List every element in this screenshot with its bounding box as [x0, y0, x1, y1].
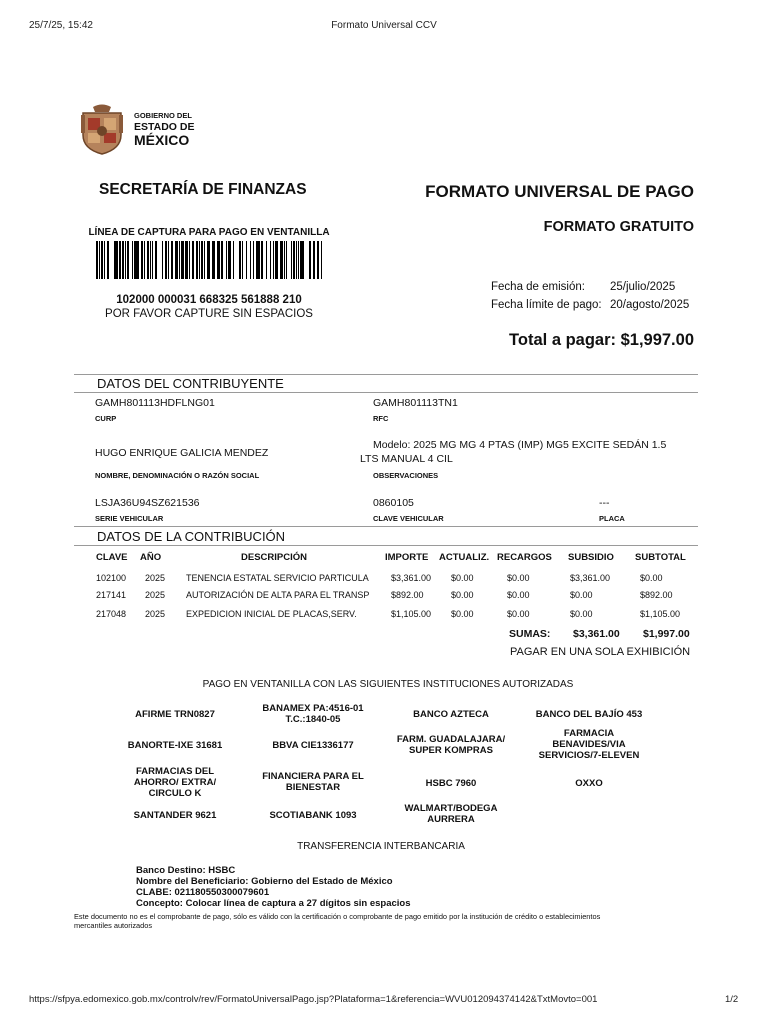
instituciones-title: PAGO EN VENTANILLA CON LAS SIGUIENTES INSTITUCIONES AUTORIZADAS [202, 679, 574, 690]
observaciones-line-2: LTS MANUAL 4 CIL [360, 453, 453, 465]
capture-number: 102000 000031 668325 561888 210 [116, 294, 302, 306]
sumas-subtotal: $1,997.00 [643, 628, 690, 640]
secretaria-title: SECRETARÍA DE FINANZAS [99, 181, 307, 198]
table-cell-clave: 217141 [96, 590, 127, 600]
formato-subtitle: FORMATO GRATUITO [543, 219, 694, 235]
institution-banco-azteca: BANCO AZTECA [413, 709, 489, 720]
col-header-subsidio: SUBSIDIO [568, 552, 614, 563]
table-cell-actualiz: $0.00 [451, 573, 474, 583]
fecha-limite-label: Fecha límite de pago: [491, 299, 602, 311]
table-cell-subsidio: $0.00 [570, 609, 593, 619]
formato-title: FORMATO UNIVERSAL DE PAGO [425, 182, 694, 201]
sumas-label: SUMAS: [509, 628, 551, 640]
table-cell-subsidio: $3,361.00 [570, 573, 611, 583]
institution-santander: SANTANDER 9621 [133, 810, 217, 821]
table-cell-subtotal: $0.00 [640, 573, 663, 583]
institution-bbva: BBVA CIE1336177 [272, 740, 354, 751]
col-header-actualiz: ACTUALIZ. [439, 552, 490, 563]
curp-label: CURP [95, 414, 117, 423]
pagar-sola-exhibicion: PAGAR EN UNA SOLA EXHIBICIÓN [510, 646, 691, 658]
clave-vehicular-value: 0860105 [373, 497, 414, 509]
institution-walmart: WALMART/BODEGA AURRERA [404, 803, 498, 825]
clabe: CLABE: 021180550300079601 [136, 887, 270, 898]
disclaimer-line-2: mercantiles autorizados [74, 921, 153, 930]
placa-value: --- [599, 497, 610, 509]
institution-oxxo: OXXO [575, 778, 603, 789]
institution-farmacia-benavides: FARMACIA BENAVIDES/VIA SERVICIOS/7-ELEVEN [538, 728, 640, 761]
table-cell-anio: 2025 [145, 609, 166, 619]
print-url[interactable]: https://sfpya.edomexico.gob.mx/controlv/rev/FormatoUniversalPago.jsp?Plataforma=1&referencia=WVU012094374142&TxtMovto=001 [29, 994, 598, 1005]
col-header-subtotal: SUBTOTAL [635, 552, 686, 563]
table-cell-subsidio: $0.00 [570, 590, 593, 600]
col-header-clave: CLAVE [96, 552, 128, 563]
table-cell-subtotal: $1,105.00 [640, 609, 681, 619]
concepto: Concepto: Colocar línea de captura a 27 dígitos sin espacios [136, 898, 411, 909]
table-cell-importe: $892.00 [391, 590, 424, 600]
table-cell-clave: 217048 [96, 609, 127, 619]
divider [74, 392, 698, 393]
logo-line-2: ESTADO DE [134, 121, 195, 133]
table-cell-recargos: $0.00 [507, 590, 530, 600]
institution-scotiabank: SCOTIABANK 1093 [269, 810, 357, 821]
table-cell-actualiz: $0.00 [451, 590, 474, 600]
sumas-subsidio: $3,361.00 [573, 628, 620, 640]
divider [74, 526, 698, 527]
institution-banamex: BANAMEX PA:4516-01 T.C.:1840-05 [262, 703, 364, 725]
fecha-limite-value: 20/agosto/2025 [610, 299, 690, 311]
table-cell-descripcion: TENENCIA ESTATAL SERVICIO PARTICULA [186, 573, 369, 583]
observaciones-label: OBSERVACIONES [373, 471, 439, 480]
nombre-value: HUGO ENRIQUE GALICIA MENDEZ [95, 447, 269, 459]
fecha-emision-value: 25/julio/2025 [610, 281, 676, 293]
table-cell-importe: $3,361.00 [391, 573, 432, 583]
table-cell-clave: 102100 [96, 573, 127, 583]
banco-destino: Banco Destino: HSBC [136, 865, 236, 876]
print-page-number: 1/2 [725, 994, 739, 1005]
table-cell-descripcion: EXPEDICION INICIAL DE PLACAS,SERV. [186, 609, 357, 619]
rfc-value: GAMH801113TN1 [373, 397, 458, 409]
table-cell-actualiz: $0.00 [451, 609, 474, 619]
transferencia-title: TRANSFERENCIA INTERBANCARIA [297, 841, 465, 852]
table-cell-recargos: $0.00 [507, 609, 530, 619]
capture-title: LÍNEA DE CAPTURA PARA PAGO EN VENTANILLA [88, 227, 330, 238]
section-title-contribucion: DATOS DE LA CONTRIBUCIÓN [97, 529, 286, 544]
print-page-title: Formato Universal CCV [331, 20, 437, 31]
observaciones-line-1: Modelo: 2025 MG MG 4 PTAS (IMP) MG5 EXCITE SEDÁN 1.5 [373, 439, 667, 451]
capture-note: POR FAVOR CAPTURE SIN ESPACIOS [105, 308, 313, 320]
logo-line-3: MÉXICO [134, 132, 190, 148]
curp-value: GAMH801113HDFLNG01 [95, 397, 215, 409]
divider [74, 374, 698, 375]
col-header-anio: AÑO [140, 552, 162, 563]
table-cell-descripcion: AUTORIZACIÓN DE ALTA PARA EL TRANSP [186, 590, 370, 600]
logo-line-1: GOBIERNO DEL [134, 111, 192, 120]
nombre-label: NOMBRE, DENOMINACIÓN O RAZÓN SOCIAL [95, 471, 260, 480]
table-cell-anio: 2025 [145, 590, 166, 600]
institution-financiera-bienestar: FINANCIERA PARA EL BIENESTAR [262, 771, 364, 793]
table-cell-recargos: $0.00 [507, 573, 530, 583]
institution-hsbc: HSBC 7960 [425, 778, 477, 789]
rfc-label: RFC [373, 414, 389, 423]
institution-banco-del-bajio: BANCO DEL BAJÍO 453 [535, 709, 643, 720]
nombre-beneficiario: Nombre del Beneficiario: Gobierno del Estado de México [136, 876, 393, 887]
barcode [96, 241, 327, 279]
divider [74, 545, 698, 546]
barcode-bar [324, 241, 326, 279]
table-cell-anio: 2025 [145, 573, 166, 583]
col-header-recargos: RECARGOS [497, 552, 552, 563]
placa-label: PLACA [599, 514, 625, 523]
institution-afirme: AFIRME TRN0827 [135, 709, 215, 720]
serie-vehicular-label: SERIE VEHICULAR [95, 514, 164, 523]
estado-de-mexico-coat-of-arms-icon [79, 103, 125, 155]
institution-farmacias-del-ahorro: FARMACIAS DEL AHORRO/ EXTRA/ CIRCULO K [133, 766, 217, 799]
clave-vehicular-label: CLAVE VEHICULAR [373, 514, 444, 523]
col-header-importe: IMPORTE [385, 552, 429, 563]
section-title-contribuyente: DATOS DEL CONTRIBUYENTE [97, 376, 284, 391]
total-a-pagar: Total a pagar: $1,997.00 [509, 331, 694, 349]
fecha-emision-label: Fecha de emisión: [491, 281, 585, 293]
print-datetime: 25/7/25, 15:42 [29, 20, 93, 31]
institution-banorte: BANORTE-IXE 31681 [127, 740, 223, 751]
disclaimer-line-1: Este documento no es el comprobante de pago, sólo es válido con la certificación o comprobante de pago emitido por la institución de crédito o establecimientos [74, 912, 601, 921]
table-cell-importe: $1,105.00 [391, 609, 432, 619]
serie-vehicular-value: LSJA36U94SZ621536 [95, 497, 200, 509]
col-header-descripcion: DESCRIPCIÓN [241, 552, 307, 563]
table-cell-subtotal: $892.00 [640, 590, 673, 600]
institution-farm-guadalajara: FARM. GUADALAJARA/ SUPER KOMPRAS [396, 734, 506, 756]
